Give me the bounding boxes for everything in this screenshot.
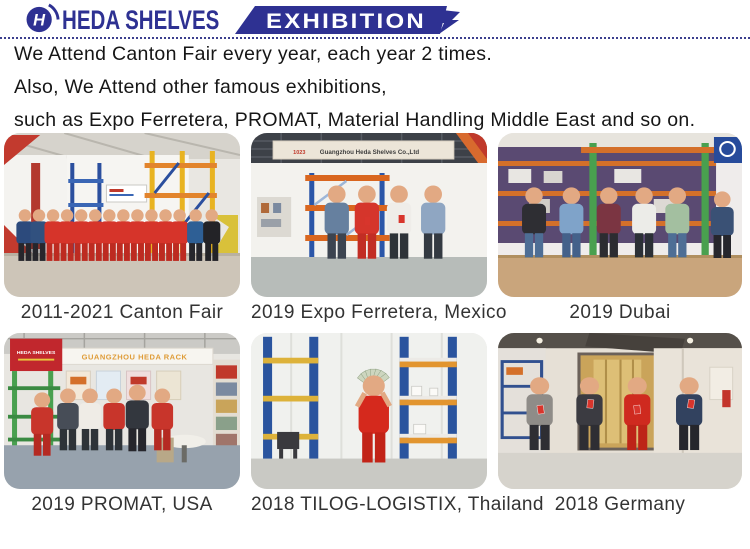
photo-dubai (498, 133, 742, 297)
gallery-item-expo-ferretera (251, 133, 507, 328)
exhibition-banner (234, 5, 466, 36)
intro-line-3: such as Expo Ferretera, PROMAT, Material Handling Middle East and so on. (14, 109, 696, 131)
intro-text (14, 44, 744, 143)
photo-promat-image (4, 333, 240, 489)
photo-caption: 2018 TILOG-LOGISTIX, Thailand (251, 494, 544, 515)
photo-tilog-image (251, 333, 487, 489)
intro-line-1: We Attend Canton Fair every year, each year 2 times. (14, 43, 493, 65)
header-divider (0, 37, 750, 39)
photo-tilog (251, 333, 487, 489)
heda-logo-icon (24, 3, 64, 36)
photo-caption: 2019 PROMAT, USA (31, 494, 213, 515)
photo-expo-ferretera-image (251, 133, 487, 297)
gallery-item-tilog (251, 333, 544, 520)
photo-caption: 2011-2021 Canton Fair (20, 302, 224, 323)
page-header (0, 0, 750, 37)
brand-title: HEDA SHELVES (62, 5, 220, 35)
photo-caption: 2018 Germany (554, 494, 686, 515)
gallery-item-promat (4, 333, 240, 520)
box-sign-text: HEDA SHELVES (16, 351, 56, 356)
gallery-item-dubai (498, 133, 742, 328)
booth-sign-text: Guangzhou Heda Shelves Co.,Ltd (319, 149, 420, 156)
exhibition-gallery (4, 133, 746, 520)
booth-sign-text: GUANGZHOU HEDA RACK (81, 352, 188, 362)
photo-caption: 2019 Expo Ferretera, Mexico (251, 302, 507, 323)
photo-canton-fair-image (4, 133, 240, 297)
photo-germany (498, 333, 742, 489)
logo-letter: H (33, 11, 46, 30)
gallery-item-canton-fair (4, 133, 240, 328)
intro-line-2: Also, We Attend other famous exhibitions, (14, 76, 387, 98)
photo-promat (4, 333, 240, 489)
photo-canton-fair (4, 133, 240, 297)
exhibition-banner-label: EXHIBITION (266, 10, 426, 33)
booth-number: 1023 (293, 150, 306, 156)
photo-dubai-image (498, 133, 742, 297)
gallery-item-germany (498, 333, 742, 520)
photo-caption: 2019 Dubai (569, 302, 671, 323)
photo-expo-ferretera (251, 133, 487, 297)
photo-germany-image (498, 333, 742, 489)
